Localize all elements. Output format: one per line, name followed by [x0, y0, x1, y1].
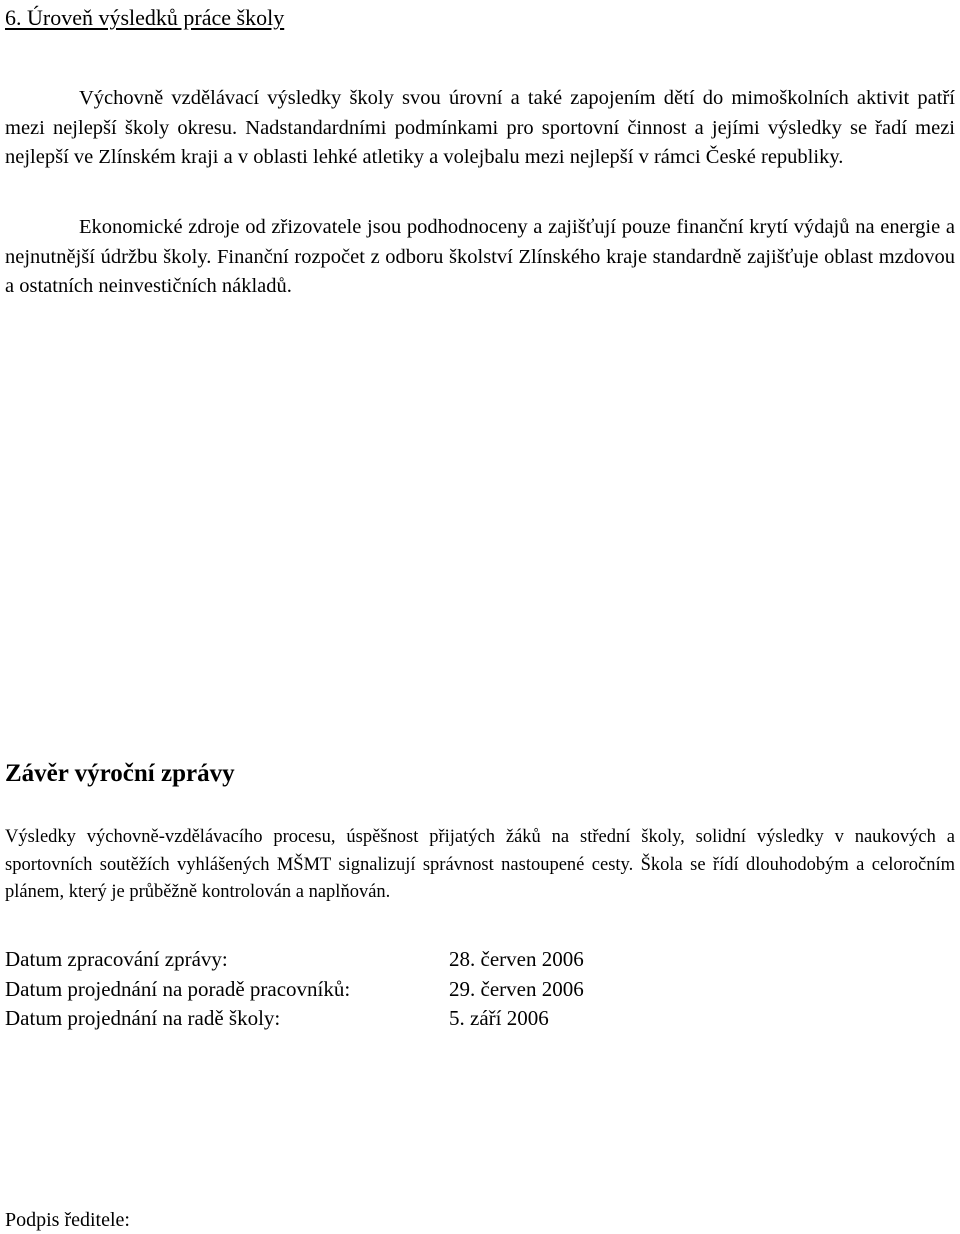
date-row — [5, 1004, 955, 1034]
signature-label: Podpis ředitele: — [5, 1209, 130, 1231]
date-value: 5. září 2006 — [449, 1006, 549, 1030]
date-label: Datum projednání na poradě pracovníků: — [5, 976, 351, 1001]
paragraph-text: Výchovně vzdělávací výsledky školy svou úrovní a také zapojením dětí do mimoškolních aktivit patří mezi nejlepší školy okresu. Nadstandardními podmínkami pro sportovní činnost a jejími výsledky se řadí mezi nejlepší ve Zlínském kraji a v oblasti lehké atletiky a volejbalu mezi nejlepší v rámci České republiky. — [5, 87, 955, 168]
conclusion-title: Závěr výroční zprávy — [5, 760, 235, 787]
dates-list — [5, 945, 955, 1034]
paragraph-results — [5, 84, 955, 173]
date-label: Datum projednání na radě školy: — [5, 1006, 281, 1030]
paragraph-economics — [5, 213, 955, 302]
date-row — [5, 945, 955, 975]
section-heading: 6. Úroveň výsledků práce školy — [5, 5, 285, 30]
date-row — [5, 975, 955, 1005]
date-value: 28. červen 2006 — [449, 947, 584, 971]
conclusion-text: Výsledky výchovně-vzdělávacího procesu, úspěšnost přijatých žáků na střední školy, solidní výsledky v naukových a sportovních soutěžích vyhlášených MŠMT signalizují správnost nastoupené cesty. Škola se řídí dlouhodobým a celoročním plánem, který je průběžně kontrolován a naplňován. — [5, 827, 955, 902]
date-value: 29. červen 2006 — [449, 976, 584, 1001]
paragraph-text: Ekonomické zdroje od zřizovatele jsou podhodnoceny a zajišťují pouze finanční krytí výdajů na energie a nejnutnější údržbu školy. Finanční rozpočet z odboru školství Zlínského kraje standardně zajišťuje oblast mzdovou a ostatních neinvestičních nákladů. — [5, 216, 955, 297]
date-label: Datum zpracování zprávy: — [5, 947, 228, 971]
